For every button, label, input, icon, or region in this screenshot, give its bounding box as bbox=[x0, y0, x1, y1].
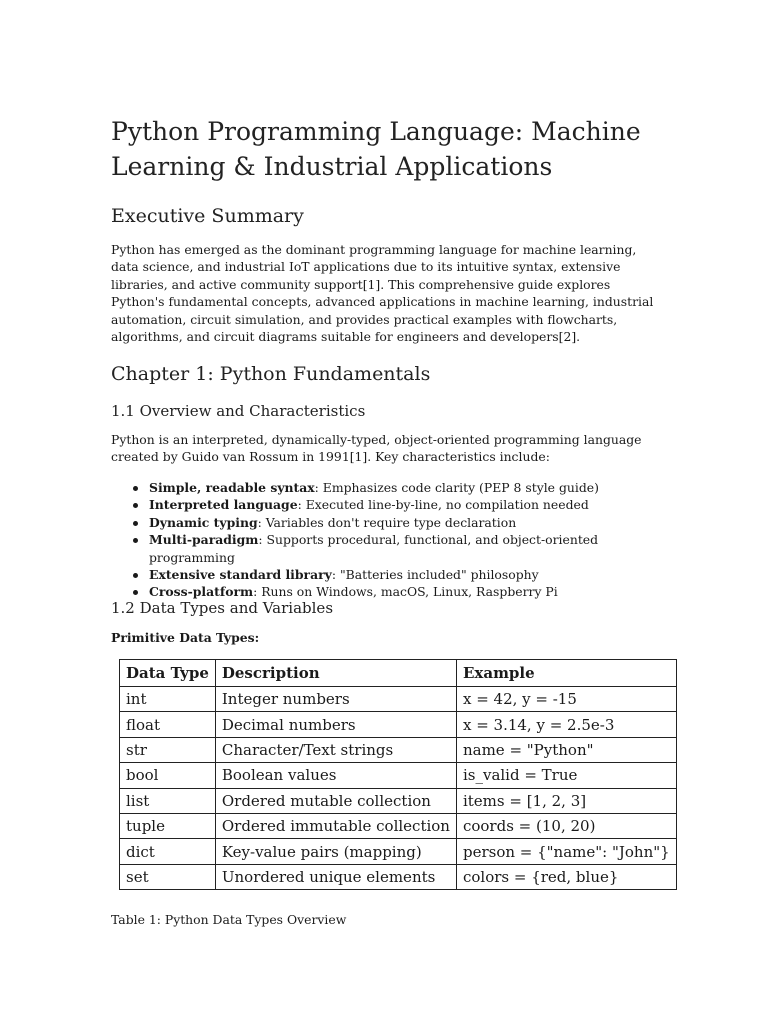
list-item-text: : Supports procedural, functional, and object-oriented programming bbox=[149, 532, 599, 565]
table-header-cell: Description bbox=[215, 660, 456, 687]
table-row bbox=[120, 839, 677, 864]
table-cell: Unordered unique elements bbox=[215, 864, 456, 889]
list-item bbox=[111, 566, 671, 583]
table-header-cell: Data Type bbox=[120, 660, 216, 687]
table-row bbox=[120, 864, 677, 889]
table-cell: name = "Python" bbox=[456, 737, 676, 762]
section-1-1-intro: Python is an interpreted, dynamically-typed, object-oriented programming language created by Guido van Rossum in 1991[1]. Key characteristics include: bbox=[111, 432, 642, 465]
list-item bbox=[111, 514, 671, 531]
table-header-cell: Example bbox=[456, 660, 676, 687]
list-item-term: Dynamic typing bbox=[149, 514, 258, 530]
list-item bbox=[111, 479, 671, 496]
table-header-row bbox=[120, 660, 677, 687]
table-cell: list bbox=[120, 788, 216, 813]
table-row bbox=[120, 737, 677, 762]
table-caption: Table 1: Python Data Types Overview bbox=[111, 912, 347, 927]
document-title: Python Programming Language: Machine Learning & Industrial Applications bbox=[111, 117, 641, 181]
list-item-term: Simple, readable syntax bbox=[149, 480, 315, 495]
table-cell: dict bbox=[120, 839, 216, 864]
table-cell: colors = {red, blue} bbox=[456, 864, 676, 889]
section-1-1-heading: 1.1 Overview and Characteristics bbox=[111, 402, 366, 420]
table-cell: str bbox=[120, 737, 216, 762]
table-row bbox=[120, 763, 677, 788]
table-cell: x = 3.14, y = 2.5e-3 bbox=[456, 712, 676, 737]
table-cell: coords = (10, 20) bbox=[456, 813, 676, 838]
table-cell: set bbox=[120, 864, 216, 889]
table-cell: Key-value pairs (mapping) bbox=[215, 839, 456, 864]
table-cell: Ordered immutable collection bbox=[215, 813, 456, 838]
list-item bbox=[111, 496, 671, 513]
list-item-text: : Runs on Windows, macOS, Linux, Raspberry Pi bbox=[253, 584, 558, 600]
table-row bbox=[120, 687, 677, 712]
characteristics-list bbox=[111, 479, 671, 601]
table-cell: Boolean values bbox=[215, 763, 456, 788]
table-row bbox=[120, 712, 677, 737]
table-cell: items = [1, 2, 3] bbox=[456, 788, 676, 813]
table-cell: Integer numbers bbox=[215, 687, 456, 712]
table-cell: bool bbox=[120, 763, 216, 788]
list-item-term: Interpreted language bbox=[149, 497, 298, 513]
executive-summary-body: Python has emerged as the dominant programming language for machine learning, data science, and industrial IoT applications due to its intuitive syntax, extensive libraries, and active community support[1]. This comprehensive guide explores Python's fundamental concepts, advanced applications in machine learning, industrial automation, circuit simulation, and provides practical examples with flowcharts, algorithms, and circuit diagrams suitable for engineers and developers[2]. bbox=[111, 242, 654, 345]
primitive-types-label: Primitive Data Types: bbox=[111, 630, 260, 645]
table-cell: person = {"name": "John"} bbox=[456, 839, 676, 864]
table-cell: Character/Text strings bbox=[215, 737, 456, 762]
list-item-term: Cross-platform bbox=[149, 584, 254, 600]
table-cell: x = 42, y = -15 bbox=[456, 687, 676, 712]
list-item-text: : Executed line-by-line, no compilation needed bbox=[297, 497, 589, 513]
chapter-1-heading: Chapter 1: Python Fundamentals bbox=[111, 363, 431, 385]
data-types-table bbox=[119, 659, 677, 890]
section-1-2-heading: 1.2 Data Types and Variables bbox=[111, 599, 334, 617]
table-cell: int bbox=[120, 687, 216, 712]
table-row bbox=[120, 788, 677, 813]
table-cell: Decimal numbers bbox=[215, 712, 456, 737]
table-cell: Ordered mutable collection bbox=[215, 788, 456, 813]
table-cell: is_valid = True bbox=[456, 763, 676, 788]
list-item-term: Multi-paradigm bbox=[149, 532, 259, 548]
table-row bbox=[120, 813, 677, 838]
table-cell: tuple bbox=[120, 813, 216, 838]
list-item-text: : "Batteries included" philosophy bbox=[331, 567, 539, 583]
list-item-term: Extensive standard library bbox=[149, 567, 332, 583]
list-item bbox=[111, 531, 671, 566]
table-cell: float bbox=[120, 712, 216, 737]
executive-summary-heading: Executive Summary bbox=[111, 205, 304, 227]
list-item-text: : Variables don't require type declaration bbox=[257, 514, 517, 530]
list-item-text: : Emphasizes code clarity (PEP 8 style guide) bbox=[314, 480, 599, 495]
